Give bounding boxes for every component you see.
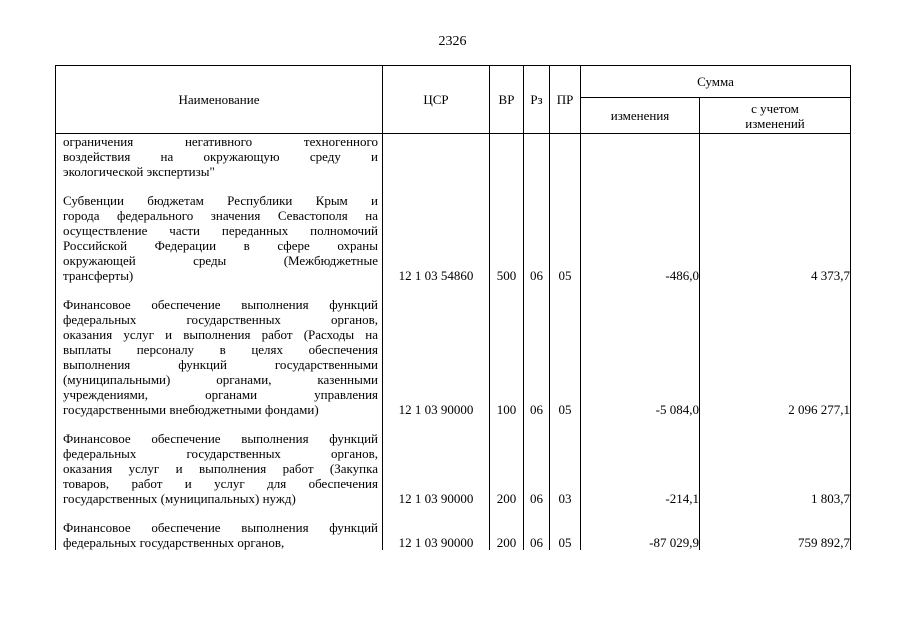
- row-name-line: Российской Федерации в сфере охраны: [63, 238, 378, 253]
- row-pr-cell: [550, 134, 581, 180]
- row-name-line: Финансовое обеспечение выполнения функций: [63, 297, 378, 312]
- row-name-line: выполнения функций государственными: [63, 357, 378, 372]
- row-name-line: (муниципальными) органами, казенными: [63, 372, 378, 387]
- budget-table: [55, 65, 851, 550]
- row-name-line: трансферты): [63, 268, 134, 283]
- row-vr-cell: 500: [490, 193, 524, 283]
- row-change-cell: -486,0: [581, 193, 700, 283]
- row-csr-cell: 12 1 03 90000: [383, 431, 490, 506]
- row-vr-cell: [490, 134, 524, 180]
- table-body: [56, 134, 851, 551]
- table-row: [56, 193, 851, 283]
- row-gap: [56, 179, 851, 193]
- row-name-line: федеральных государственных органов,: [63, 535, 285, 550]
- table-row: [56, 134, 851, 180]
- row-name-cell: [56, 297, 383, 417]
- table-row: [56, 520, 851, 550]
- row-name-line: государственными внебюджетными фондами): [63, 402, 319, 417]
- row-vr-cell: 200: [490, 431, 524, 506]
- row-name-line: экологической экспертизы": [63, 164, 215, 179]
- row-total-cell: 1 803,7: [700, 431, 851, 506]
- header-with-change: [700, 98, 851, 134]
- row-name-line: государственных (муниципальных) нужд): [63, 491, 296, 506]
- row-rz-cell: 06: [524, 431, 550, 506]
- row-vr-cell: 100: [490, 297, 524, 417]
- row-name-cell: [56, 193, 383, 283]
- row-name-cell: [56, 431, 383, 506]
- row-name-line: воздействия на окружающую среду и: [63, 149, 378, 164]
- header-with-change-line1: с учетом: [751, 100, 799, 116]
- row-name-line: Финансовое обеспечение выполнения функций: [63, 431, 378, 446]
- row-total-cell: 2 096 277,1: [700, 297, 851, 417]
- row-total-cell: 4 373,7: [700, 193, 851, 283]
- row-gap: [56, 417, 851, 431]
- header-rz: Рз: [524, 66, 550, 134]
- row-change-cell: [581, 134, 700, 180]
- row-pr-cell: 05: [550, 520, 581, 550]
- row-name-line: федеральных государственных органов,: [63, 312, 378, 327]
- row-csr-cell: 12 1 03 54860: [383, 193, 490, 283]
- row-name-line: товаров, работ и услуг для обеспечения: [63, 476, 378, 491]
- row-name-line: оказания услуг и выполнения работ (Закупка: [63, 461, 378, 476]
- header-name: Наименование: [56, 66, 383, 134]
- row-name-line: ограничения негативного техногенного: [63, 134, 378, 149]
- row-rz-cell: 06: [524, 193, 550, 283]
- row-change-cell: -87 029,9: [581, 520, 700, 550]
- row-name-line: федеральных государственных органов,: [63, 446, 378, 461]
- header-with-change-line2: изменений: [745, 115, 805, 131]
- row-vr-cell: 200: [490, 520, 524, 550]
- row-name-line: осуществление части переданных полномочий: [63, 223, 378, 238]
- row-rz-cell: 06: [524, 297, 550, 417]
- row-name-line: учреждениями, органами управления: [63, 387, 378, 402]
- header-csr: ЦСР: [383, 66, 490, 134]
- row-name-cell: [56, 520, 383, 550]
- header-change: изменения: [581, 98, 700, 134]
- row-pr-cell: 05: [550, 297, 581, 417]
- row-csr-cell: [383, 134, 490, 180]
- row-change-cell: -5 084,0: [581, 297, 700, 417]
- row-name-cell: [56, 134, 383, 180]
- page-number: 2326: [438, 34, 467, 49]
- table-row: [56, 431, 851, 506]
- row-rz-cell: [524, 134, 550, 180]
- row-change-cell: -214,1: [581, 431, 700, 506]
- row-name-line: оказания услуг и выполнения работ (Расходы на: [63, 327, 378, 342]
- row-gap: [56, 506, 851, 520]
- row-csr-cell: 12 1 03 90000: [383, 520, 490, 550]
- row-name-line: Финансовое обеспечение выполнения функций: [63, 520, 378, 535]
- row-total-cell: [700, 134, 851, 180]
- row-csr-cell: 12 1 03 90000: [383, 297, 490, 417]
- table-row: [56, 297, 851, 417]
- header-vr: ВР: [490, 66, 524, 134]
- row-name-line: Субвенции бюджетам Республики Крым и: [63, 193, 378, 208]
- row-name-line: города федерального значения Севастополя на: [63, 208, 378, 223]
- row-name-line: выплаты персоналу в целях обеспечения: [63, 342, 378, 357]
- row-total-cell: 759 892,7: [700, 520, 851, 550]
- header-sum: Сумма: [581, 66, 851, 98]
- row-gap: [56, 283, 851, 297]
- row-pr-cell: 03: [550, 431, 581, 506]
- row-name-line: окружающей среды (Межбюджетные: [63, 253, 378, 268]
- header-pr: ПР: [550, 66, 581, 134]
- row-rz-cell: 06: [524, 520, 550, 550]
- row-pr-cell: 05: [550, 193, 581, 283]
